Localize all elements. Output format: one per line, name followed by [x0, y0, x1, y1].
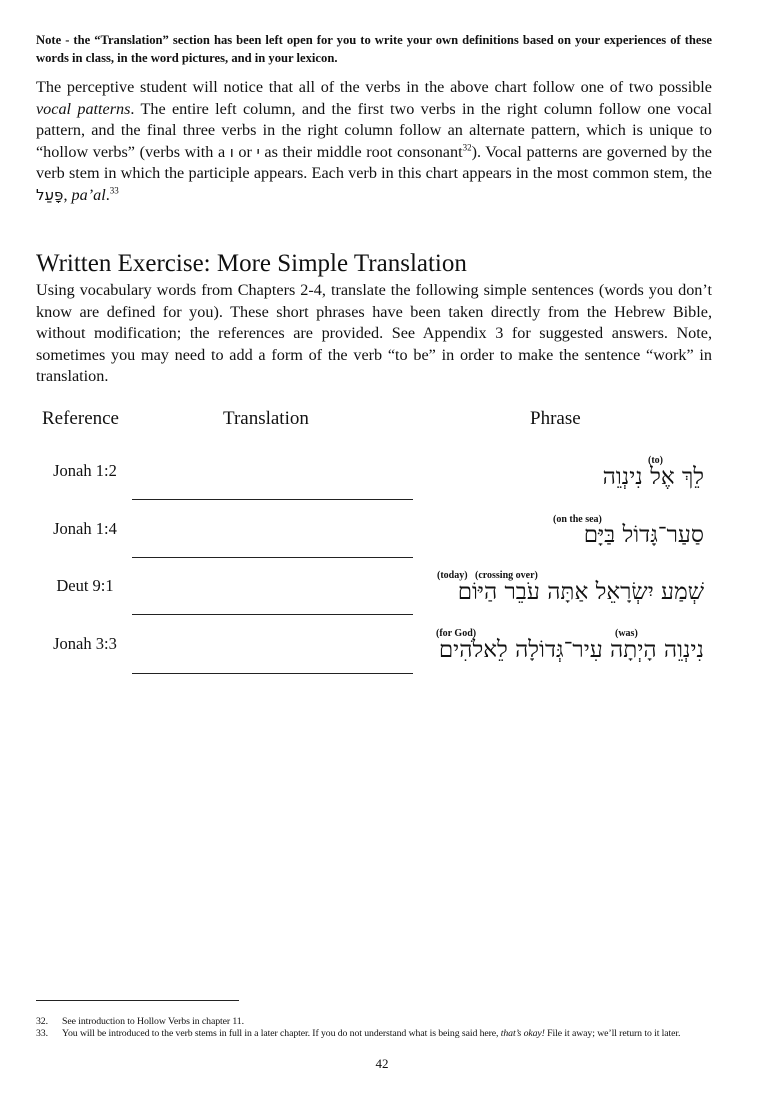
row-reference: Deut 9:1 — [56, 576, 114, 595]
row-reference: Jonah 3:3 — [53, 634, 117, 653]
row-reference: Jonah 1:4 — [53, 519, 117, 538]
translation-note: Note - the “Translation” section has been left open for you to write your own definitions based on your experiences of these words in class, in the word pictures, and in your lexicon. — [36, 33, 712, 65]
para-text: . — [105, 185, 110, 204]
para-text: as their middle root consonant — [259, 142, 463, 161]
word-gloss: (today) — [437, 570, 468, 581]
footnote-text: See introduction to Hollow Verbs in chapter 11. — [62, 1016, 244, 1027]
footnote-emphasis: that’s okay! — [500, 1028, 545, 1039]
translation-answer-line[interactable] — [132, 557, 413, 558]
footnote-32 — [36, 1016, 712, 1028]
hebrew-phrase: לֵךְ אֶל נִינְוֵה — [602, 464, 704, 490]
section-heading: Written Exercise: More Simple Translation — [36, 250, 467, 277]
column-header-phrase: Phrase — [530, 408, 581, 429]
paal-transliteration: pa’al — [71, 185, 106, 204]
column-header-translation: Translation — [223, 408, 309, 429]
footnote-number: 32. — [36, 1016, 48, 1027]
row-reference: Jonah 1:2 — [53, 461, 117, 480]
translation-answer-line[interactable] — [132, 673, 413, 674]
footnote-33 — [36, 1028, 712, 1040]
word-gloss: (was) — [615, 628, 638, 639]
page-number: 42 — [375, 1056, 389, 1071]
footnote-ref-33[interactable]: 33 — [109, 185, 119, 196]
footnote-ref-32[interactable]: 32 — [462, 142, 472, 153]
hebrew-phrase: סַעַר־גָּדוֹל בַּיָּם — [583, 522, 704, 548]
word-gloss: (on the sea) — [553, 514, 602, 525]
para-text: . The entire left column, and the first two verbs in the right column follow one vocal pattern, and the final three verbs in the right column follow an alternate pattern, which is unique to “hollow verbs” (verbs with a — [36, 99, 712, 161]
translation-answer-line[interactable] — [132, 614, 413, 615]
footnote-text: File it away; we’ll return to it later. — [544, 1028, 681, 1039]
word-gloss: (to) — [648, 455, 663, 466]
para-text: , — [63, 185, 72, 204]
vocal-pattern-paragraph — [36, 77, 712, 207]
hebrew-phrase: נִינְוֵה הָיְתָה עִיר־גְּדוֹלָה לֵאלֹהִים — [438, 637, 704, 663]
para-text: ). Vocal patterns are governed by the verb stem in which the participle appears. Each verb in this chart appears in the most common stem, the — [36, 142, 712, 183]
para-text: The perceptive student will notice that all of the verbs in the above chart follow one of two possible — [36, 78, 712, 96]
para-text: or — [233, 142, 257, 161]
hebrew-vav: ו — [229, 142, 234, 161]
footnote-number: 33. — [36, 1028, 48, 1039]
translation-answer-line[interactable] — [132, 499, 413, 500]
footnote-text: You will be introduced to the verb stems in full in a later chapter. If you do not understand what is being said here, — [62, 1028, 501, 1039]
hebrew-phrase: שְׁמַע יִשְׂרָאֵל אַתָּה עֹבֵר הַיּוֹם — [457, 579, 704, 605]
column-header-reference: Reference — [42, 408, 119, 429]
exercise-instructions: Using vocabulary words from Chapters 2-4, translate the following simple sentences (words you don’t know are defined for you). These short phrases have been taken directly from the Hebrew Bible, without modification; the references are provided. See Appendix 3 for suggested answers. Note, sometimes you may need to add a form of the verb “to be” in order to make the sentence “work” in translation. — [36, 281, 712, 386]
footnote-divider — [36, 1000, 239, 1001]
hebrew-yod: י — [256, 142, 260, 161]
footnotes — [36, 1016, 712, 1040]
word-gloss: (for God) — [436, 628, 477, 639]
word-gloss: (crossing over) — [475, 570, 538, 581]
vocal-patterns-term: vocal patterns — [36, 99, 131, 118]
hebrew-paal: פָּעַל — [36, 185, 64, 204]
